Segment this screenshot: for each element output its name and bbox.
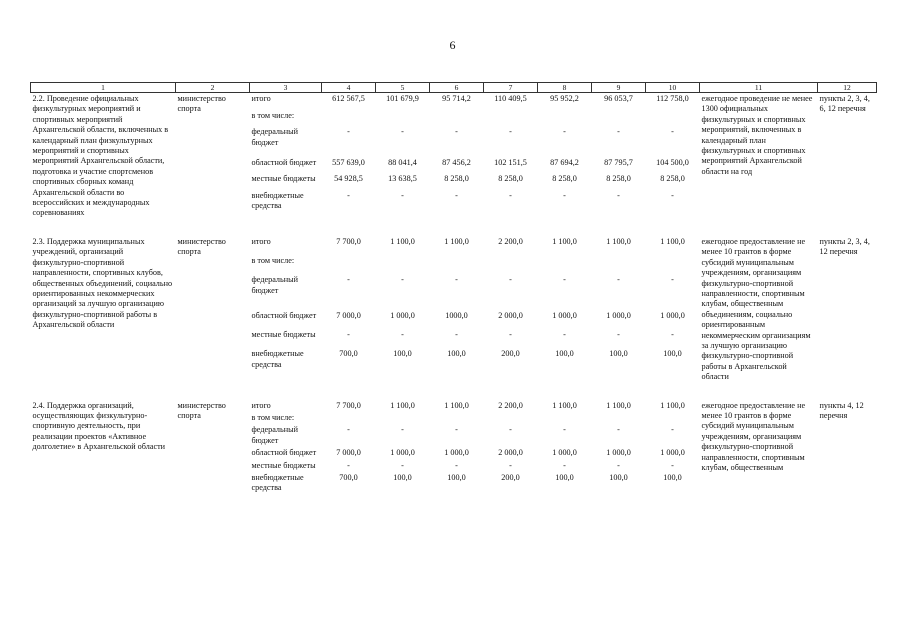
funding-value: 1 100,0 — [552, 236, 577, 246]
funding-value: - — [401, 425, 404, 435]
funding-value: - — [509, 275, 512, 285]
indicator-links: пункты 2, 3, 4, 6, 12 перечня — [819, 94, 870, 114]
funding-value: - — [617, 127, 620, 137]
funding-value: 1 000,0 — [390, 310, 415, 320]
funding-value: 8 258,0 — [606, 174, 631, 183]
funding-value: - — [401, 275, 404, 285]
funding-value: 1 000,0 — [444, 448, 469, 458]
funding-value: - — [671, 329, 674, 339]
funding-value: 2 000,0 — [498, 310, 523, 320]
expected-result: ежегодное проведение не менее 1300 официальных физкультурных и спортивных мероприятий, включенных в календарный план физкультурных и спортивных мероприятий Архангельской области на год — [701, 94, 813, 176]
funding-value: - — [347, 460, 350, 470]
funding-value: - — [509, 127, 512, 137]
funding-value: - — [563, 275, 566, 285]
budget-table — [30, 82, 877, 495]
funding-value: - — [455, 329, 458, 339]
spacer-cell — [31, 220, 877, 236]
funding-value — [322, 110, 376, 127]
funding-value: 1 000,0 — [552, 310, 577, 320]
funding-value: - — [401, 329, 404, 339]
column-number-5: 5 — [376, 83, 430, 93]
funding-value: 1 100,0 — [444, 236, 469, 246]
funding-source-label: местные бюджеты — [251, 460, 316, 470]
funding-value: 1 100,0 — [660, 236, 685, 246]
funding-value: 100,0 — [393, 473, 412, 482]
measure-title: 2.2. Проведение официальных физкультурных мероприятий и спортивных мероприятий Архангельской области, включенных в календарный план физкультурных мероприятий и спортивных мероприятий Архангельской области, подготовка и участие спортсменов спортивных сборных команд Архангельской области во всероссийских и международных соревнованиях — [32, 94, 169, 218]
funding-source-label: федеральный бюджет — [251, 127, 299, 147]
funding-source-label: федеральный бюджет — [251, 425, 299, 445]
funding-value — [592, 110, 646, 127]
funding-value: 8 258,0 — [498, 174, 523, 183]
funding-value: - — [617, 275, 620, 285]
funding-value: 8 258,0 — [444, 174, 469, 183]
column-number-8: 8 — [538, 83, 592, 93]
funding-value — [376, 255, 430, 274]
column-number-6: 6 — [430, 83, 484, 93]
funding-value: 1 000,0 — [552, 448, 577, 458]
funding-value: 1 100,0 — [660, 400, 685, 410]
column-number-9: 9 — [592, 83, 646, 93]
funding-value: 1 000,0 — [606, 448, 631, 458]
funding-value: 1 100,0 — [552, 400, 577, 410]
funding-value — [592, 412, 646, 424]
funding-source-label: местные бюджеты — [251, 174, 316, 183]
funding-source-label: областной бюджет — [251, 157, 317, 167]
column-number-7: 7 — [484, 83, 538, 93]
funding-value: - — [455, 275, 458, 285]
funding-value: 557 639,0 — [332, 157, 365, 167]
funding-value: 1 000,0 — [660, 448, 685, 458]
funding-value: 8 258,0 — [660, 174, 685, 183]
funding-value: - — [347, 329, 350, 339]
row-spacer — [31, 220, 877, 236]
funding-value: - — [401, 127, 404, 137]
funding-value: 100,0 — [663, 349, 682, 359]
funding-value: - — [671, 190, 674, 200]
page-number: 6 — [449, 38, 456, 52]
funding-source-label: внебюджетные средства — [251, 190, 304, 210]
funding-value: 95 714,2 — [442, 94, 471, 103]
column-number-12: 12 — [818, 83, 877, 93]
executor: министерство спорта — [177, 236, 226, 257]
funding-value: 7 700,0 — [336, 400, 361, 410]
funding-value: 2 200,0 — [498, 400, 523, 410]
funding-value — [646, 255, 700, 274]
funding-value — [322, 412, 376, 424]
funding-value: 1 100,0 — [390, 236, 415, 246]
funding-value: 612 567,5 — [332, 94, 365, 103]
funding-value — [376, 110, 430, 127]
funding-value: 100,0 — [609, 349, 628, 359]
funding-value: - — [509, 460, 512, 470]
funding-value: 1 100,0 — [606, 400, 631, 410]
funding-value: - — [617, 425, 620, 435]
funding-value: 1 100,0 — [606, 236, 631, 246]
funding-value: - — [347, 425, 350, 435]
funding-value: - — [455, 460, 458, 470]
funding-source-label: итого — [251, 94, 271, 103]
funding-value: - — [671, 275, 674, 285]
funding-value: 200,0 — [501, 473, 520, 482]
funding-value: 7 700,0 — [336, 236, 361, 246]
funding-value — [592, 255, 646, 274]
funding-source-label: итого — [251, 236, 271, 246]
column-number-row — [31, 83, 877, 93]
funding-value: - — [509, 329, 512, 339]
funding-value: 1000,0 — [445, 310, 468, 320]
funding-value: 100,0 — [609, 473, 628, 482]
funding-value: - — [347, 127, 350, 137]
row-spacer — [31, 384, 877, 400]
funding-value: 87 456,2 — [442, 157, 471, 167]
funding-source-label: итого — [251, 400, 271, 410]
table-row — [31, 93, 877, 110]
funding-source-label: местные бюджеты — [251, 329, 316, 339]
column-number-1: 1 — [31, 83, 176, 93]
funding-value: - — [347, 275, 350, 285]
funding-value — [484, 255, 538, 274]
funding-value — [376, 412, 430, 424]
funding-value: 112 758,0 — [656, 94, 689, 103]
expected-result: ежегодное предоставление не менее 10 грантов в форме субсидий муниципальным учреждениям, организациям физкультурно-спортивной направленности, спортивным клубам, общественным объединениям, социально ориентированным некоммерческим организациям за лучшую организацию физкультурно-спортивной работы в Архангельской области — [701, 236, 811, 382]
funding-value: 100,0 — [555, 349, 574, 359]
funding-value — [646, 412, 700, 424]
funding-value: - — [455, 425, 458, 435]
funding-value: 1 000,0 — [660, 310, 685, 320]
column-number-3: 3 — [250, 83, 322, 93]
column-number-11: 11 — [700, 83, 818, 93]
funding-source-label: внебюджетные средства — [251, 473, 304, 493]
funding-value — [322, 255, 376, 274]
funding-value: - — [617, 190, 620, 200]
funding-value: 7 000,0 — [336, 310, 361, 320]
executor: министерство спорта — [177, 94, 226, 114]
funding-value: - — [455, 127, 458, 137]
funding-value: - — [563, 329, 566, 339]
funding-value: - — [509, 190, 512, 200]
table-row — [31, 236, 877, 255]
funding-value: 88 041,4 — [388, 157, 417, 167]
indicator-links: пункты 2, 3, 4, 12 перечня — [819, 236, 870, 257]
funding-value: 87 694,2 — [550, 157, 579, 167]
funding-value — [484, 412, 538, 424]
funding-value — [430, 255, 484, 274]
funding-value — [430, 412, 484, 424]
funding-value: - — [509, 425, 512, 435]
funding-source-label: внебюджетные средства — [251, 349, 304, 369]
funding-value — [538, 110, 592, 127]
funding-value: - — [671, 127, 674, 137]
funding-value: 2 200,0 — [498, 236, 523, 246]
funding-value: 95 952,2 — [550, 94, 579, 103]
funding-value: - — [347, 190, 350, 200]
funding-source-label: в том числе: — [251, 110, 295, 120]
funding-value: 104 500,0 — [656, 157, 689, 167]
spacer-cell — [31, 384, 877, 400]
funding-value: - — [401, 190, 404, 200]
funding-source-label: федеральный бюджет — [251, 275, 299, 295]
funding-value: - — [401, 460, 404, 470]
funding-value: - — [617, 329, 620, 339]
funding-value: 100,0 — [663, 473, 682, 482]
expected-result: ежегодное предоставление не менее 10 грантов в форме субсидий муниципальным учреждениям, организациям физкультурно-спортивной направленности, спортивным клубам, общественным — [701, 400, 806, 472]
table-row — [31, 400, 877, 412]
column-number-4: 4 — [322, 83, 376, 93]
indicator-links: пункты 4, 12 перечня — [819, 400, 864, 420]
executor: министерство спорта — [177, 400, 226, 420]
column-number-10: 10 — [646, 83, 700, 93]
funding-value: - — [671, 425, 674, 435]
funding-value — [646, 110, 700, 127]
funding-value: 1 000,0 — [606, 310, 631, 320]
funding-value — [430, 110, 484, 127]
funding-value: 110 409,5 — [494, 94, 527, 103]
funding-value: 100,0 — [447, 349, 466, 359]
funding-value: 700,0 — [339, 473, 358, 482]
funding-value: 101 679,9 — [386, 94, 419, 103]
funding-value: 87 795,7 — [604, 157, 633, 167]
funding-value: 100,0 — [393, 349, 412, 359]
funding-value: 200,0 — [501, 349, 520, 359]
funding-value: - — [617, 460, 620, 470]
funding-value: - — [455, 190, 458, 200]
funding-value: 1 100,0 — [444, 400, 469, 410]
measure-title: 2.3. Поддержка муниципальных учреждений, организаций физкультурно-спортивной направленности, спортивных клубов, общественных объединений, социально ориентированных некоммерческих организаций за лучшую организацию физкультурно-спортивной работы в Архангельской области — [32, 236, 173, 330]
funding-value: 13 638,5 — [388, 174, 417, 183]
funding-source-label: областной бюджет — [251, 310, 317, 320]
funding-value: - — [563, 127, 566, 137]
funding-source-label: в том числе: — [251, 256, 295, 266]
funding-value: - — [563, 425, 566, 435]
funding-value: 54 928,5 — [334, 174, 363, 183]
funding-value: 8 258,0 — [552, 174, 577, 183]
funding-value: - — [563, 460, 566, 470]
funding-value: - — [671, 460, 674, 470]
funding-value: 1 100,0 — [390, 400, 415, 410]
measure-title: 2.4. Поддержка организаций, осуществляющих физкультурно-спортивную деятельность, при реализации проектов «Активное долголетие» в Архангельской области — [32, 400, 166, 452]
funding-value — [538, 255, 592, 274]
column-number-2: 2 — [176, 83, 250, 93]
funding-value: 1 000,0 — [390, 448, 415, 458]
funding-value: - — [563, 190, 566, 200]
funding-value: 2 000,0 — [498, 448, 523, 458]
funding-value: 100,0 — [447, 473, 466, 482]
funding-source-label: в том числе: — [251, 412, 295, 422]
funding-value: 100,0 — [555, 473, 574, 482]
funding-value: 7 000,0 — [336, 448, 361, 458]
funding-value: 96 053,7 — [604, 94, 633, 103]
table-body — [31, 93, 877, 495]
funding-value: 700,0 — [339, 349, 358, 359]
funding-value — [484, 110, 538, 127]
funding-value — [538, 412, 592, 424]
funding-value: 102 151,5 — [494, 157, 527, 167]
funding-source-label: областной бюджет — [251, 448, 317, 458]
